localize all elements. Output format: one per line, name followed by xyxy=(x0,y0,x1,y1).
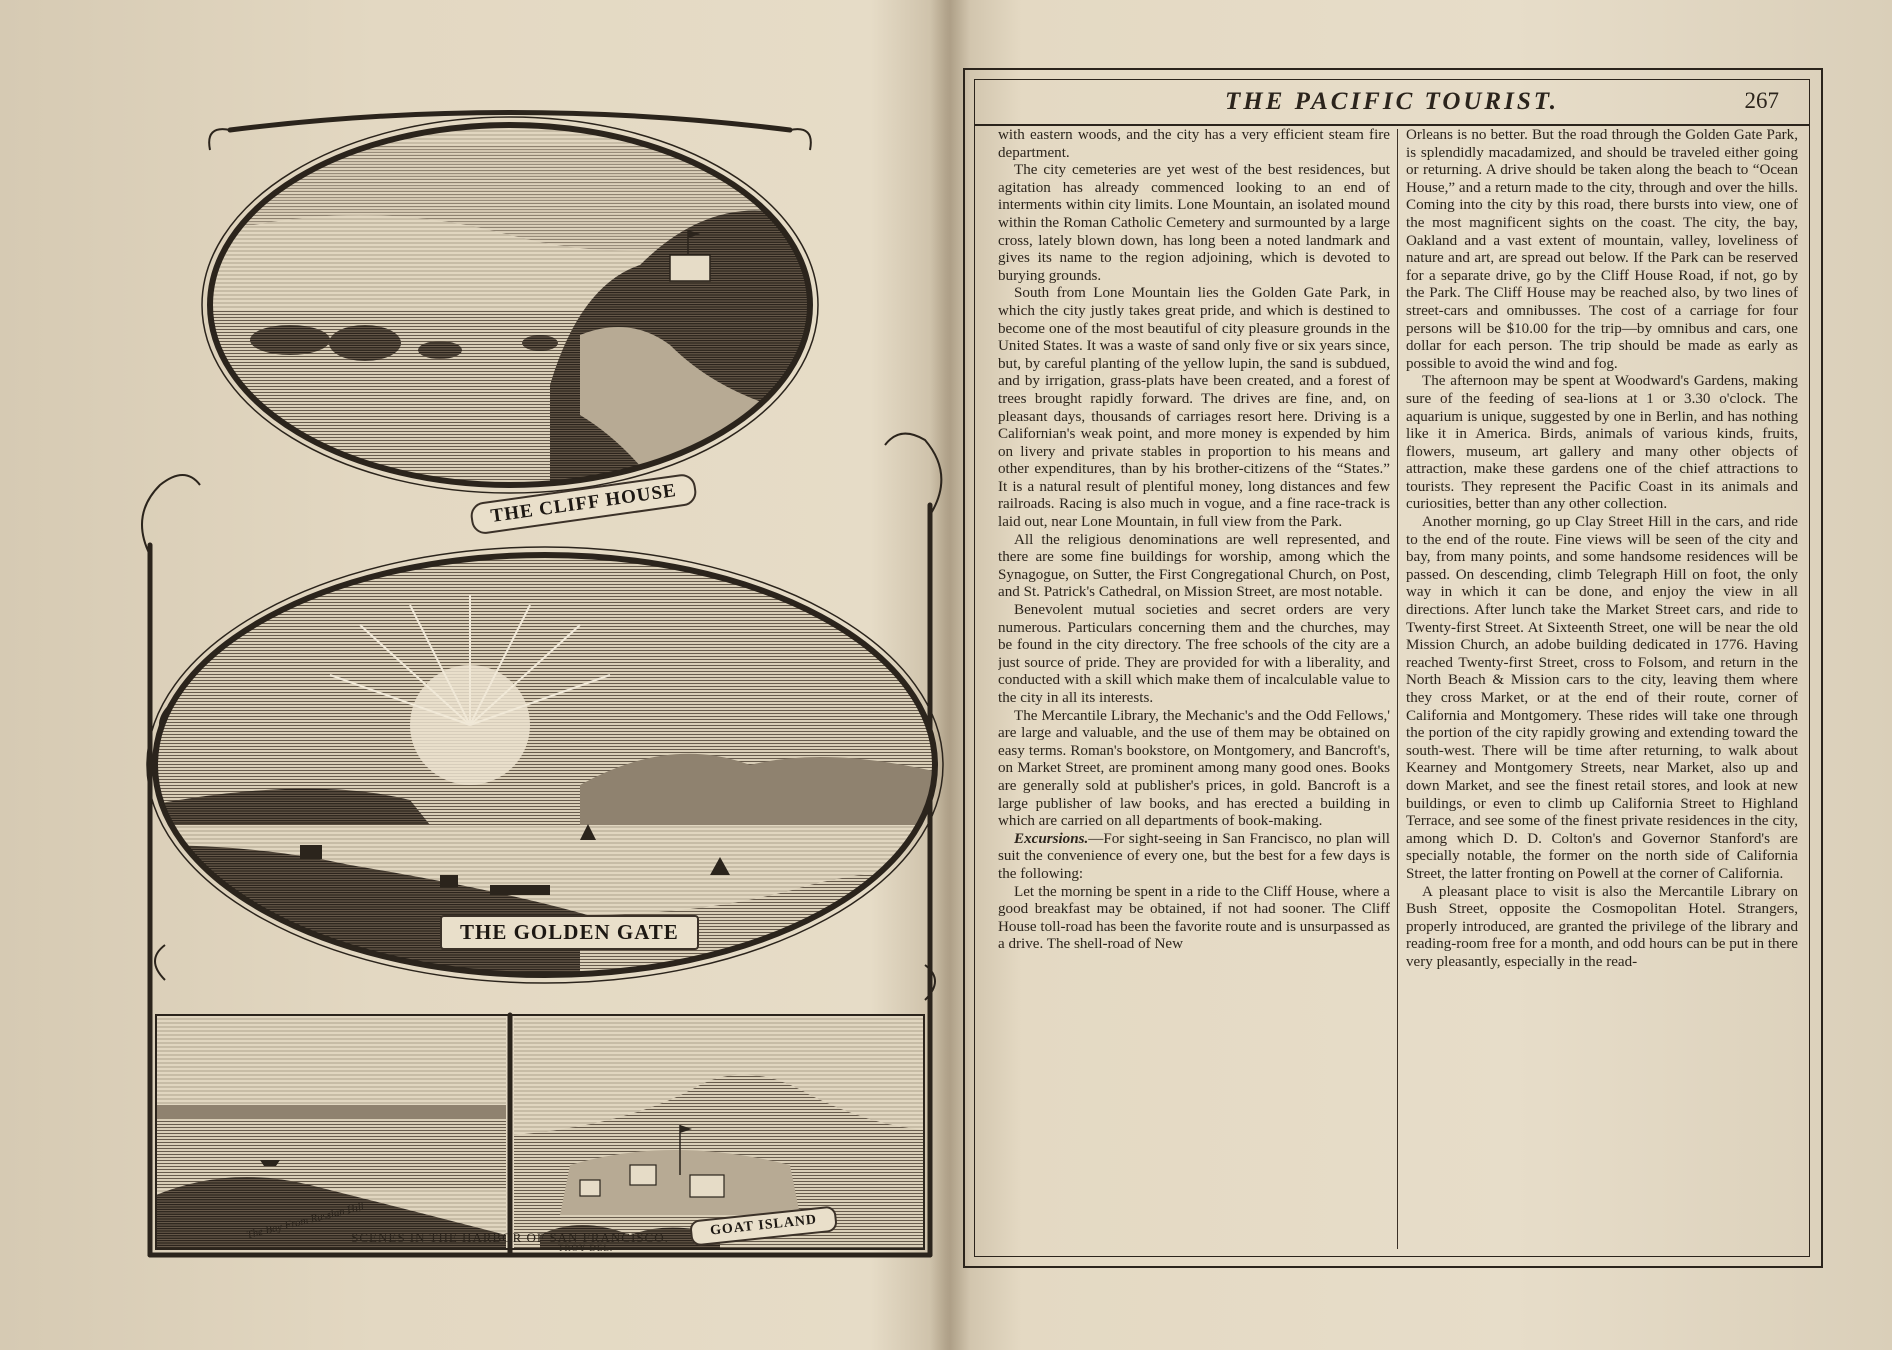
running-title: THE PACIFIC TOURIST. xyxy=(1225,88,1559,115)
paragraph: The city cemeteries are yet west of the best residences, but agitation has already commenced looking to an end of interments within city limits. Lone Mountain, an isolated mound within the Roman Catholic Cemetery and surmounted by a large cross, lately blown down, has long been a noted landmark and gives its name to the region adjoining, which is devoted to burying grounds. xyxy=(998,162,1390,284)
left-page xyxy=(70,60,930,1320)
paragraph: Benevolent mutual societies and secret orders are very numerous. Particulars concerning them and the churches, may be found in the city directory. The free schools of the city are a just source of pride. They are provided for with a liberality, and conducted with a skill which make them of incalculable value to the city in all its interests. xyxy=(998,602,1390,706)
text-frame xyxy=(974,79,1810,1257)
label-cliff-house: THE CLIFF HOUSE xyxy=(469,472,699,535)
text-column-left xyxy=(998,127,1390,1252)
cliff-house-scene xyxy=(210,125,830,510)
label-engraver: TROY DEL. xyxy=(558,1243,614,1253)
paragraph: The Mercantile Library, the Mechanic's and the Odd Fellows,' are large and valuable, and the use of them may be obtained on easy terms. Roman's bookstore, on Montgomery, and Bancroft's, on Market Street, are prominent among many good ones. Books are generally sold at publisher's prices, in gold. Bancroft is a large publisher of law books, and has erected a building in which are carried on all departments of book-making. xyxy=(998,707,1390,830)
running-header xyxy=(975,80,1809,126)
paragraph-excursions xyxy=(998,831,1390,884)
paragraph: A pleasant place to visit is also the Mercantile Library on Bush Street, opposite the Cosmopolitan Hotel. Strangers, properly introduced, are granted the privilege of the library and reading-room free for a month, and odd hours can be put in there very pleasantly, especially in the read- xyxy=(1406,883,1798,970)
paragraph: Another morning, go up Clay Street Hill in the cars, and ride to the end of the route. Fine views will be seen of the city and bay, from many points, and some handsome residences will be passed. On descending, climb Telegraph Hill on foot, the only way in which it can be done, and enjoy the view in all directions. After lunch take the Market Street cars, and ride to Twenty-first Street. At Sixteenth Street, one will be near the old Mission Church, an adobe building dedicated in 1776. Having reached Twenty-first Street, cross to Folsom, and return in the North Beach & Mission cars to the city, leaving them where they cross Market, or at the end of their route, corner of California and Montgomery. These rides will take one through the portion of the city rapidly growing and extending toward the south-west. There will be time after returning, to walk about Kearney and Montgomery Streets, near Market, also up and down Market, and see the finest retail stores, and look at new buildings, or even to climb up California Street to Highland Terrace, and see some of the finest private residences in the city, among which D. D. Colton's and Governor Stanford's are specially notable, the former on the north side of California Street, the latter fronting on Powell at the corner of California. xyxy=(1406,514,1798,882)
label-bay-from-russian-hill: The Bay From Russian Hill xyxy=(245,1200,366,1242)
excursions-heading: Excursions. xyxy=(1014,830,1089,847)
text-columns xyxy=(975,127,1809,1256)
paragraph: Let the morning be spent in a ride to the Cliff House, where a good breakfast may be obtained, if not had sooner. The Cliff House toll-road has been the favorite route and is unsurpassed as a drive. The shell-road of New xyxy=(998,883,1390,953)
engraving-illustration xyxy=(110,85,990,1300)
paragraph: The afternoon may be spent at Woodward's Gardens, making sure of the feeding of sea-lions at 1 or 3.30 o'clock. The aquarium is unique, suggested by one in Berlin, and has nothing like it in America. Birds, animals of various kinds, fruits, flowers, museum, art gallery and many other objects of attraction, make these gardens one of the chief attractions to tourists. They represent the Pacific Coast in its animals and curiosities, better than any other collection. xyxy=(1406,373,1798,513)
page-number: 267 xyxy=(1744,88,1779,113)
text-column-right xyxy=(1406,127,1798,1252)
column-rule xyxy=(1397,129,1398,1249)
right-page xyxy=(963,68,1823,1268)
excursions-text: —For sight-seeing in San Francisco, no plan will suit the convenience of every one, but the best for a few days is the following: xyxy=(998,830,1390,882)
paragraph: Orleans is no better. But the road through the Golden Gate Park, is splendidly macadamized, and should be traveled either going or returning. A drive should be taken along the beach to “Ocean House,” and a return made to the city, through and over the hills. Coming into the city by this road, there bursts into view, one of the most magnificent sights on the coast. The city, the bay, Oakland and a vast extent of mountain, valley, loveliness of nature and art, are spread out below. If the Park can be reserved for a separate drive, go by the Cliff House Road, if not, go by the Park. The Cliff House may be reached also, by two lines of street-cars and omnibusses. The cost of a carriage for four persons will be $10.00 for the trip—by omnibus and cars, one dollar for each person. The trip should be made as early as possible to avoid the wind and fog. xyxy=(1406,127,1798,372)
label-goat-island: GOAT ISLAND xyxy=(689,1205,838,1246)
goat-island-scene xyxy=(514,1015,924,1249)
paragraph: South from Lone Mountain lies the Golden Gate Park, in which the city justly takes great pride, and which is destined to become one of the most beautiful of city pleasure grounds in the United States. It was a waste of sand only five or six years since, but, by careful planting of the yellow lupin, the sand is subdued, and by irrigation, grass-plats have been created, and a forest of trees brought rapidly forward. The drives are fine, and, on pleasant days, thousands of carriages resort here. Driving is a Californian's weak point, and more money is expended by him on livery and private stables in proportion to his means and other expenditures, than by his brother-citizens of the “States.” It is a natural result of plentiful money, long distances and few railroads. Racing is also much in vogue, and a fine race-track is laid out, near Lone Mountain, in full view from the Park. xyxy=(998,285,1390,531)
paragraph: with eastern woods, and the city has a very efficient steam fire department. xyxy=(998,127,1390,161)
label-golden-gate: THE GOLDEN GATE xyxy=(440,915,699,950)
paragraph: All the religious denominations are well represented, and there are some fine buildings for worship, among which the Synagogue, on Sutter, the First Congregational Church, on Post, and St. Patrick's Cathedral, on Mission Street, are most notable. xyxy=(998,531,1390,601)
plate-caption: SCENES IN THE HARBOR OF SAN FRANCISCO. xyxy=(351,1230,669,1245)
engraving-plate xyxy=(110,85,990,1300)
